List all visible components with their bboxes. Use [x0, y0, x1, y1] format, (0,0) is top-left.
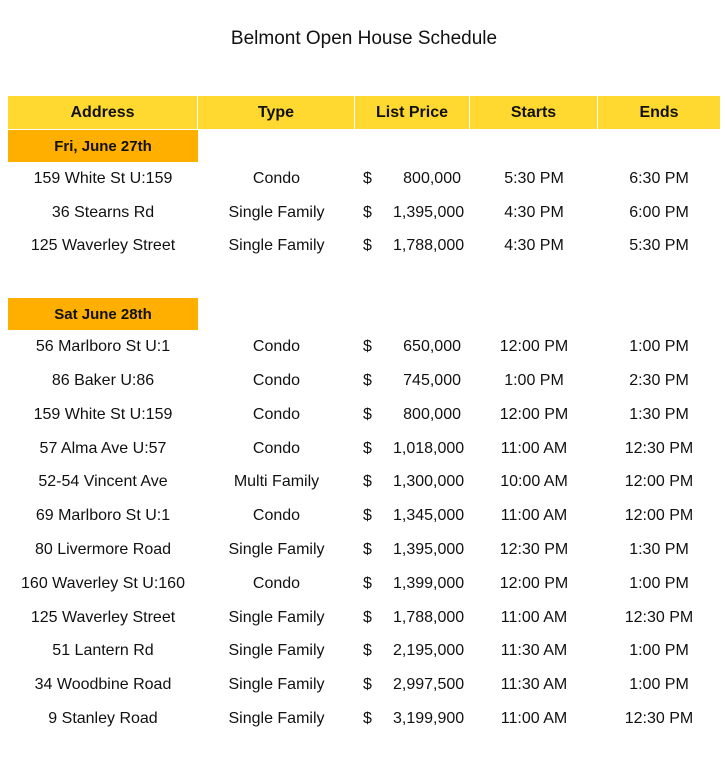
page-title: Belmont Open House Schedule	[230, 28, 498, 49]
address-cell: 34 Woodbine Road	[34, 676, 172, 694]
type-cell: Single Family	[228, 541, 325, 559]
price-amount: 1,788,000	[393, 237, 465, 255]
start-time-cell: 11:00 AM	[500, 608, 568, 626]
day-header-filler	[198, 129, 720, 162]
table-row	[8, 533, 720, 567]
currency-symbol: $	[363, 676, 372, 694]
type-cell: Condo	[252, 405, 301, 423]
start-time-cell: 11:00 AM	[500, 439, 568, 457]
price-cell	[355, 466, 470, 500]
address-cell: 9 Stanley Road	[48, 710, 158, 728]
end-time-cell: 12:00 PM	[624, 473, 694, 491]
start-time-cell: 1:00 PM	[504, 372, 564, 390]
table-row	[8, 702, 720, 736]
address-cell: 80 Livermore Road	[34, 541, 172, 559]
address-cell: 57 Alma Ave U:57	[39, 439, 167, 457]
address-cell: 52-54 Vincent Ave	[38, 473, 168, 491]
column-header-list-price: List Price	[355, 96, 470, 129]
currency-symbol: $	[363, 574, 372, 592]
type-cell: Condo	[252, 338, 301, 356]
currency-symbol: $	[363, 338, 372, 356]
type-cell: Condo	[252, 439, 301, 457]
address-cell: 125 Waverley Street	[30, 237, 176, 255]
column-header-ends: Ends	[598, 96, 720, 129]
currency-symbol: $	[363, 203, 372, 221]
price-amount: 1,395,000	[393, 203, 465, 221]
price-cell	[355, 567, 470, 601]
start-time-cell: 4:30 PM	[504, 237, 564, 255]
price-cell	[355, 330, 470, 364]
type-cell: Single Family	[228, 237, 325, 255]
currency-symbol: $	[363, 608, 372, 626]
schedule-body	[8, 129, 720, 736]
type-cell: Multi Family	[233, 473, 320, 491]
price-amount: 3,199,900	[393, 710, 465, 728]
price-amount: 800,000	[403, 169, 461, 187]
address-cell: 159 White St U:159	[33, 405, 173, 423]
price-amount: 650,000	[403, 338, 461, 356]
start-time-cell: 4:30 PM	[504, 203, 564, 221]
column-header-address: Address	[8, 96, 198, 129]
table-row	[8, 668, 720, 702]
table-row	[8, 230, 720, 264]
end-time-cell: 1:00 PM	[629, 676, 689, 694]
price-cell	[355, 702, 470, 736]
table-row	[8, 432, 720, 466]
currency-symbol: $	[363, 541, 372, 559]
price-cell	[355, 499, 470, 533]
price-cell	[355, 635, 470, 669]
currency-symbol: $	[363, 473, 372, 491]
address-cell: 86 Baker U:86	[51, 372, 155, 390]
price-cell	[355, 162, 470, 196]
price-cell	[355, 364, 470, 398]
table-row	[8, 466, 720, 500]
section-spacer	[8, 263, 720, 297]
currency-symbol: $	[363, 710, 372, 728]
price-amount: 800,000	[403, 405, 461, 423]
price-amount: 1,788,000	[393, 608, 465, 626]
start-time-cell: 5:30 PM	[504, 169, 564, 187]
type-cell: Condo	[252, 574, 301, 592]
column-header-type: Type	[198, 96, 355, 129]
price-cell	[355, 398, 470, 432]
table-row	[8, 635, 720, 669]
start-time-cell: 11:30 AM	[500, 642, 568, 660]
table-row	[8, 601, 720, 635]
table-row	[8, 364, 720, 398]
price-amount: 1,399,000	[393, 574, 465, 592]
currency-symbol: $	[363, 405, 372, 423]
type-cell: Condo	[252, 169, 301, 187]
day-label: Sat June 28th	[8, 297, 198, 330]
price-cell	[355, 196, 470, 230]
table-row	[8, 398, 720, 432]
end-time-cell: 1:00 PM	[629, 642, 689, 660]
address-cell: 125 Waverley Street	[30, 608, 176, 626]
price-amount: 1,345,000	[393, 507, 465, 525]
start-time-cell: 12:00 PM	[499, 405, 569, 423]
start-time-cell: 12:00 PM	[499, 338, 569, 356]
price-cell	[355, 230, 470, 264]
start-time-cell: 12:00 PM	[499, 574, 569, 592]
type-cell: Single Family	[228, 642, 325, 660]
type-cell: Single Family	[228, 710, 325, 728]
header-row	[8, 96, 720, 129]
price-amount: 1,300,000	[393, 473, 465, 491]
day-header-row	[8, 129, 720, 162]
currency-symbol: $	[363, 439, 372, 457]
type-cell: Single Family	[228, 676, 325, 694]
address-cell: 69 Marlboro St U:1	[35, 507, 171, 525]
start-time-cell: 10:00 AM	[500, 473, 568, 491]
end-time-cell: 1:30 PM	[629, 405, 689, 423]
currency-symbol: $	[363, 642, 372, 660]
type-cell: Condo	[252, 372, 301, 390]
start-time-cell: 11:00 AM	[500, 507, 568, 525]
end-time-cell: 5:30 PM	[629, 237, 689, 255]
price-cell	[355, 668, 470, 702]
price-cell	[355, 533, 470, 567]
column-header-starts: Starts	[470, 96, 598, 129]
table-row	[8, 196, 720, 230]
end-time-cell: 12:30 PM	[624, 608, 694, 626]
currency-symbol: $	[363, 507, 372, 525]
table-row	[8, 162, 720, 196]
end-time-cell: 12:30 PM	[624, 439, 694, 457]
end-time-cell: 1:00 PM	[629, 574, 689, 592]
address-cell: 160 Waverley St U:160	[21, 574, 185, 592]
schedule-table	[8, 96, 720, 736]
price-amount: 2,997,500	[393, 676, 465, 694]
end-time-cell: 6:30 PM	[629, 169, 689, 187]
currency-symbol: $	[363, 237, 372, 255]
end-time-cell: 6:00 PM	[629, 203, 689, 221]
currency-symbol: $	[363, 169, 372, 187]
currency-symbol: $	[363, 372, 372, 390]
address-cell: 159 White St U:159	[33, 169, 173, 187]
address-cell: 36 Stearns Rd	[51, 203, 155, 221]
type-cell: Single Family	[228, 203, 325, 221]
end-time-cell: 12:30 PM	[624, 710, 694, 728]
price-amount: 745,000	[403, 372, 461, 390]
start-time-cell: 11:30 AM	[500, 676, 568, 694]
type-cell: Single Family	[228, 608, 325, 626]
address-cell: 51 Lantern Rd	[52, 642, 154, 660]
start-time-cell: 12:30 PM	[499, 541, 569, 559]
table-row	[8, 330, 720, 364]
price-amount: 2,195,000	[393, 642, 465, 660]
address-cell: 56 Marlboro St U:1	[35, 338, 171, 356]
price-cell	[355, 432, 470, 466]
price-amount: 1,018,000	[393, 439, 465, 457]
day-header-row	[8, 297, 720, 330]
end-time-cell: 12:00 PM	[624, 507, 694, 525]
table-row	[8, 499, 720, 533]
start-time-cell: 11:00 AM	[500, 710, 568, 728]
day-label: Fri, June 27th	[8, 129, 198, 162]
end-time-cell: 1:00 PM	[629, 338, 689, 356]
end-time-cell: 1:30 PM	[629, 541, 689, 559]
end-time-cell: 2:30 PM	[629, 372, 689, 390]
price-amount: 1,395,000	[393, 541, 465, 559]
day-header-filler	[198, 297, 720, 330]
price-cell	[355, 601, 470, 635]
table-row	[8, 567, 720, 601]
type-cell: Condo	[252, 507, 301, 525]
